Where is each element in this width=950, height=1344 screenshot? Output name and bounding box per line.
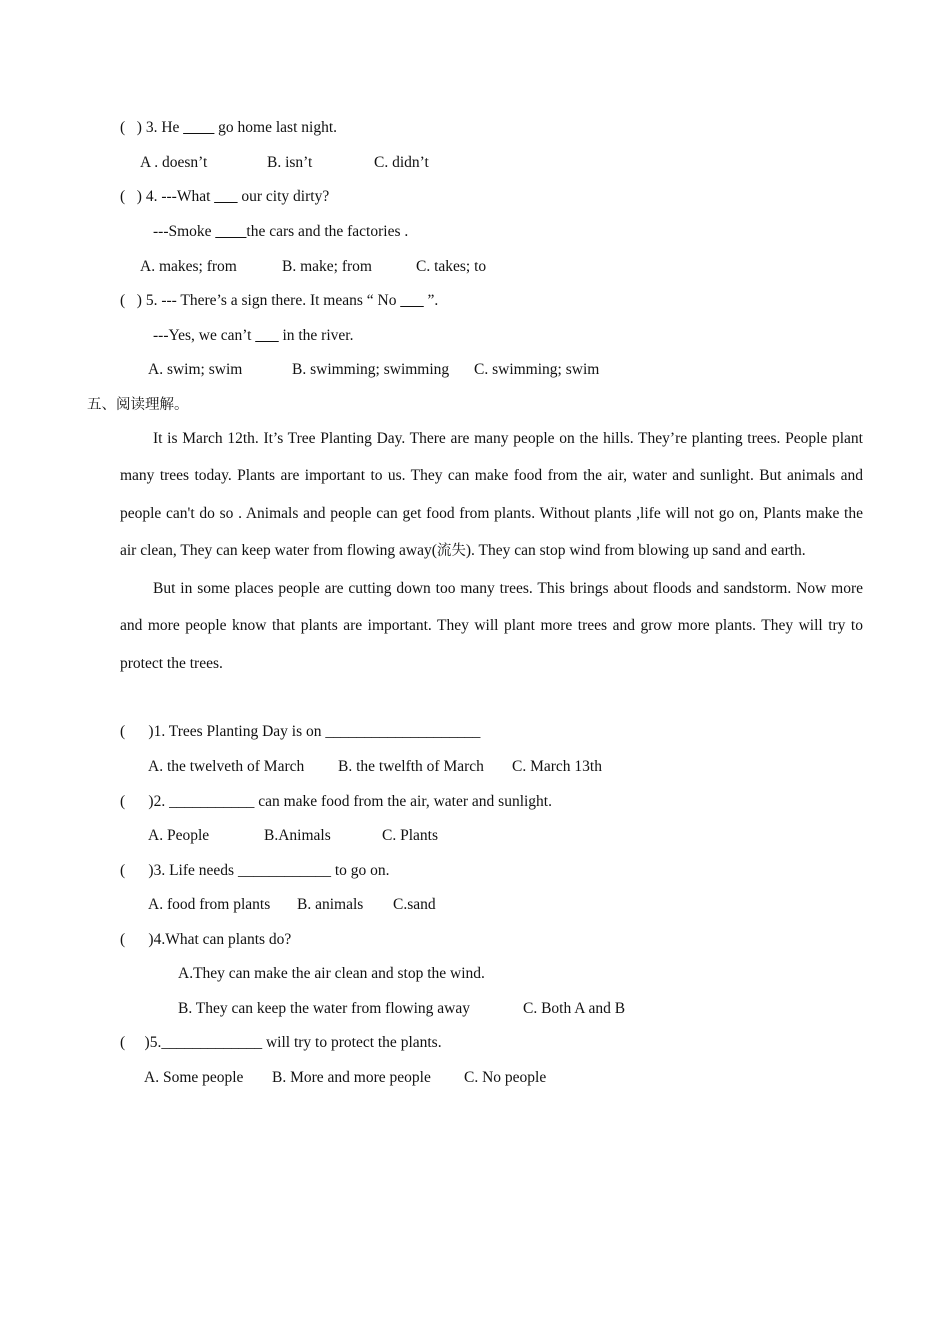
answer-paren: ( [120, 1034, 126, 1051]
answer-blank: ____ [215, 223, 247, 240]
reading-question-3-option-a: A. food from plants [148, 896, 271, 913]
reading-question-3-stem: ( )3. Life needs ____________ to go on. [120, 862, 390, 879]
reading-question-4-option-b: B. They can keep the water from flowing away [178, 1000, 470, 1017]
reading-question-2-option-c: C. Plants [382, 827, 438, 844]
answer-paren: ( [120, 931, 126, 948]
reading-question-4-option-c: C. Both A and B [523, 1000, 626, 1017]
question-5-option-b: B. swimming; swimming [292, 361, 450, 378]
answer-paren: ( [120, 862, 126, 879]
passage-paragraph-1: It is March 12th. It’s Tree Planting Day. There are many people on the hills. They’re planting trees. People plant many trees today. Plants are important to us. They can make food from the air, water and sunlight. But animals and people can't do so . Animals and people can get food from plants. Without plants ,life will not go on, Plants make the air clean, They can keep water from flowing away(流失). They can stop wind from blowing up sand and earth. [120, 430, 863, 559]
reading-question-1-option-a: A. the twelveth of March [148, 758, 305, 775]
answer-paren: ( [120, 119, 126, 136]
reading-question-5-option-b: B. More and more people [272, 1069, 431, 1086]
question-4-option-c: C. takes; to [416, 258, 487, 275]
reading-question-3-option-b: B. animals [297, 896, 364, 913]
answer-paren: ( [120, 188, 126, 205]
reading-question-2-option-a: A. People [148, 827, 210, 844]
question-4-reply: ---Smoke ____the cars and the factories . [153, 223, 409, 240]
reading-question-2-stem: ( )2. ___________ can make food from the air, water and sunlight. [120, 793, 552, 810]
answer-blank: ____ [183, 119, 215, 136]
question-3-stem: ( ) 3. He ____ go home last night. [120, 119, 337, 136]
section-heading: 五、阅读理解。 [87, 397, 189, 413]
reading-question-3-option-c: C.sand [393, 896, 436, 913]
answer-blank: ___ [400, 292, 424, 309]
question-3-option-a: A . doesn’t [140, 154, 208, 171]
question-3-option-b: B. isn’t [267, 154, 313, 171]
question-5-option-a: A. swim; swim [148, 361, 243, 378]
reading-question-4-option-a: A.They can make the air clean and stop the wind. [178, 965, 485, 982]
reading-question-5-option-c: C. No people [464, 1069, 547, 1086]
question-3-option-c: C. didn’t [374, 154, 429, 171]
reading-question-1-stem: ( )1. Trees Planting Day is on ____________________ [120, 723, 481, 740]
answer-paren: ( [120, 292, 126, 309]
reading-question-2-option-b: B.Animals [264, 827, 331, 844]
reading-question-5-stem: ( )5._____________ will try to protect the plants. [120, 1034, 442, 1051]
passage-paragraph-2: But in some places people are cutting down too many trees. This brings about floods and sandstorm. Now more and more people know that plants are important. They will plant more trees and grow more plants. They will try to protect the trees. [120, 580, 863, 672]
question-5-option-c: C. swimming; swim [474, 361, 600, 378]
question-4-option-b: B. make; from [282, 258, 372, 275]
question-5-reply: ---Yes, we can’t ___ in the river. [153, 327, 354, 344]
reading-passage [120, 420, 863, 682]
reading-question-1-option-b: B. the twelfth of March [338, 758, 484, 775]
answer-paren: ( [120, 723, 126, 740]
reading-question-5-option-a: A. Some people [144, 1069, 244, 1086]
reading-question-4-stem: ( )4.What can plants do? [120, 931, 292, 948]
answer-blank: ___ [255, 327, 279, 344]
question-5-stem: ( ) 5. --- There’s a sign there. It means “ No ___ ”. [120, 292, 439, 309]
question-4-option-a: A. makes; from [140, 258, 237, 275]
answer-paren: ( [120, 793, 126, 810]
answer-blank: ___ [214, 188, 238, 205]
question-4-stem: ( ) 4. ---What ___ our city dirty? [120, 188, 330, 205]
reading-question-1-option-c: C. March 13th [512, 758, 602, 775]
